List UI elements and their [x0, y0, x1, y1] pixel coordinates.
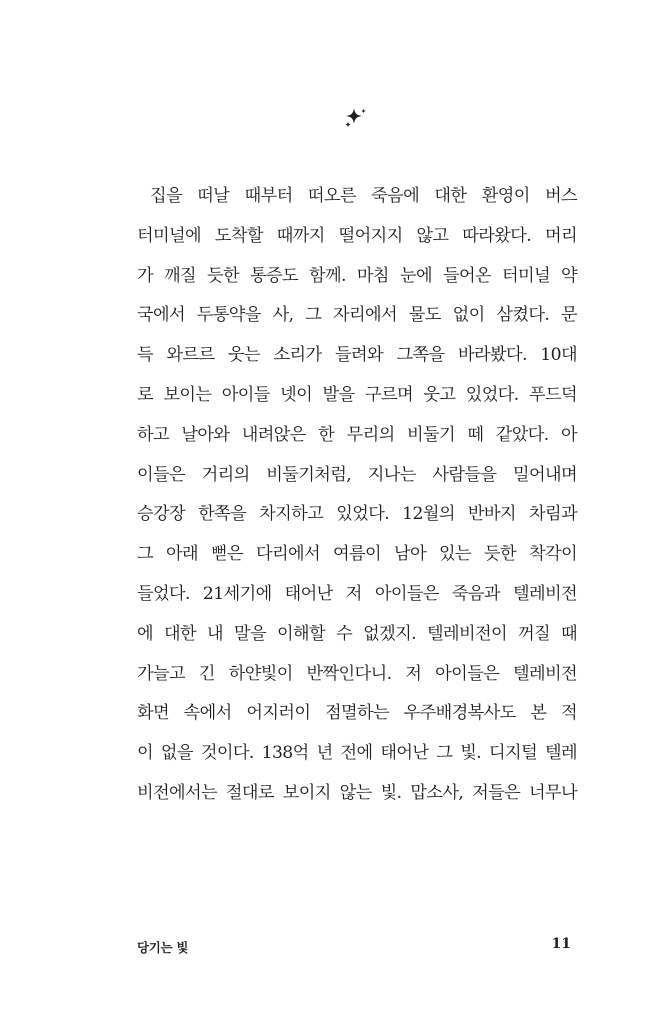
text-line: 가늘고 긴 하얀빛이 반짝인다니. 저 아이들은 텔레비전: [137, 663, 577, 684]
text-line: 가 깨질 듯한 통증도 함께. 마침 눈에 들어온 터미널 약: [137, 265, 577, 286]
text-line: 집을 떠날 때부터 떠오른 죽음에 대한 환영이 버스: [150, 186, 577, 206]
text-line: 이들은 거리의 비둘기처럼, 지나는 사람들을 밀어내며: [137, 464, 577, 485]
page-number: 11: [551, 936, 571, 952]
text-line: 득 와르르 웃는 소리가 들려와 그쪽을 바라봤다. 10대: [137, 345, 577, 366]
sparkles-icon: [340, 104, 370, 134]
text-line: 화면 속에서 어지러이 점멸하는 우주배경복사도 본 적: [137, 703, 577, 724]
text-line: 터미널에 도착할 때까지 떨어지지 않고 따라왔다. 머리: [137, 225, 577, 246]
running-title: 당기는 빛: [137, 940, 189, 955]
text-line: 이 없을 것이다. 138억 년 전에 태어난 그 빛. 디지털 텔레: [137, 743, 577, 764]
text-line: 로 보이는 아이들 넷이 발을 구르며 웃고 있었다. 푸드덕: [137, 384, 577, 405]
text-line: 그 아래 뻗은 다리에서 여름이 남아 있는 듯한 착각이: [137, 544, 577, 565]
text-line: 하고 날아와 내려앉은 한 무리의 비둘기 떼 같았다. 아: [137, 424, 577, 445]
text-line: 국에서 두통약을 사, 그 자리에서 물도 없이 삼켰다. 문: [137, 305, 577, 326]
text-line: 승강장 한쪽을 차지하고 있었다. 12월의 반바지 차림과: [137, 504, 577, 525]
body-paragraph: [137, 177, 577, 814]
text-line: 들었다. 21세기에 태어난 저 아이들은 죽음과 텔레비전: [137, 583, 577, 604]
text-line: 에 대한 내 말을 이해할 수 없겠지. 텔레비전이 꺼질 때: [137, 623, 577, 644]
text-line: 비전에서는 절대로 보이지 않는 빛. 맙소사, 저들은 너무나: [137, 782, 577, 803]
